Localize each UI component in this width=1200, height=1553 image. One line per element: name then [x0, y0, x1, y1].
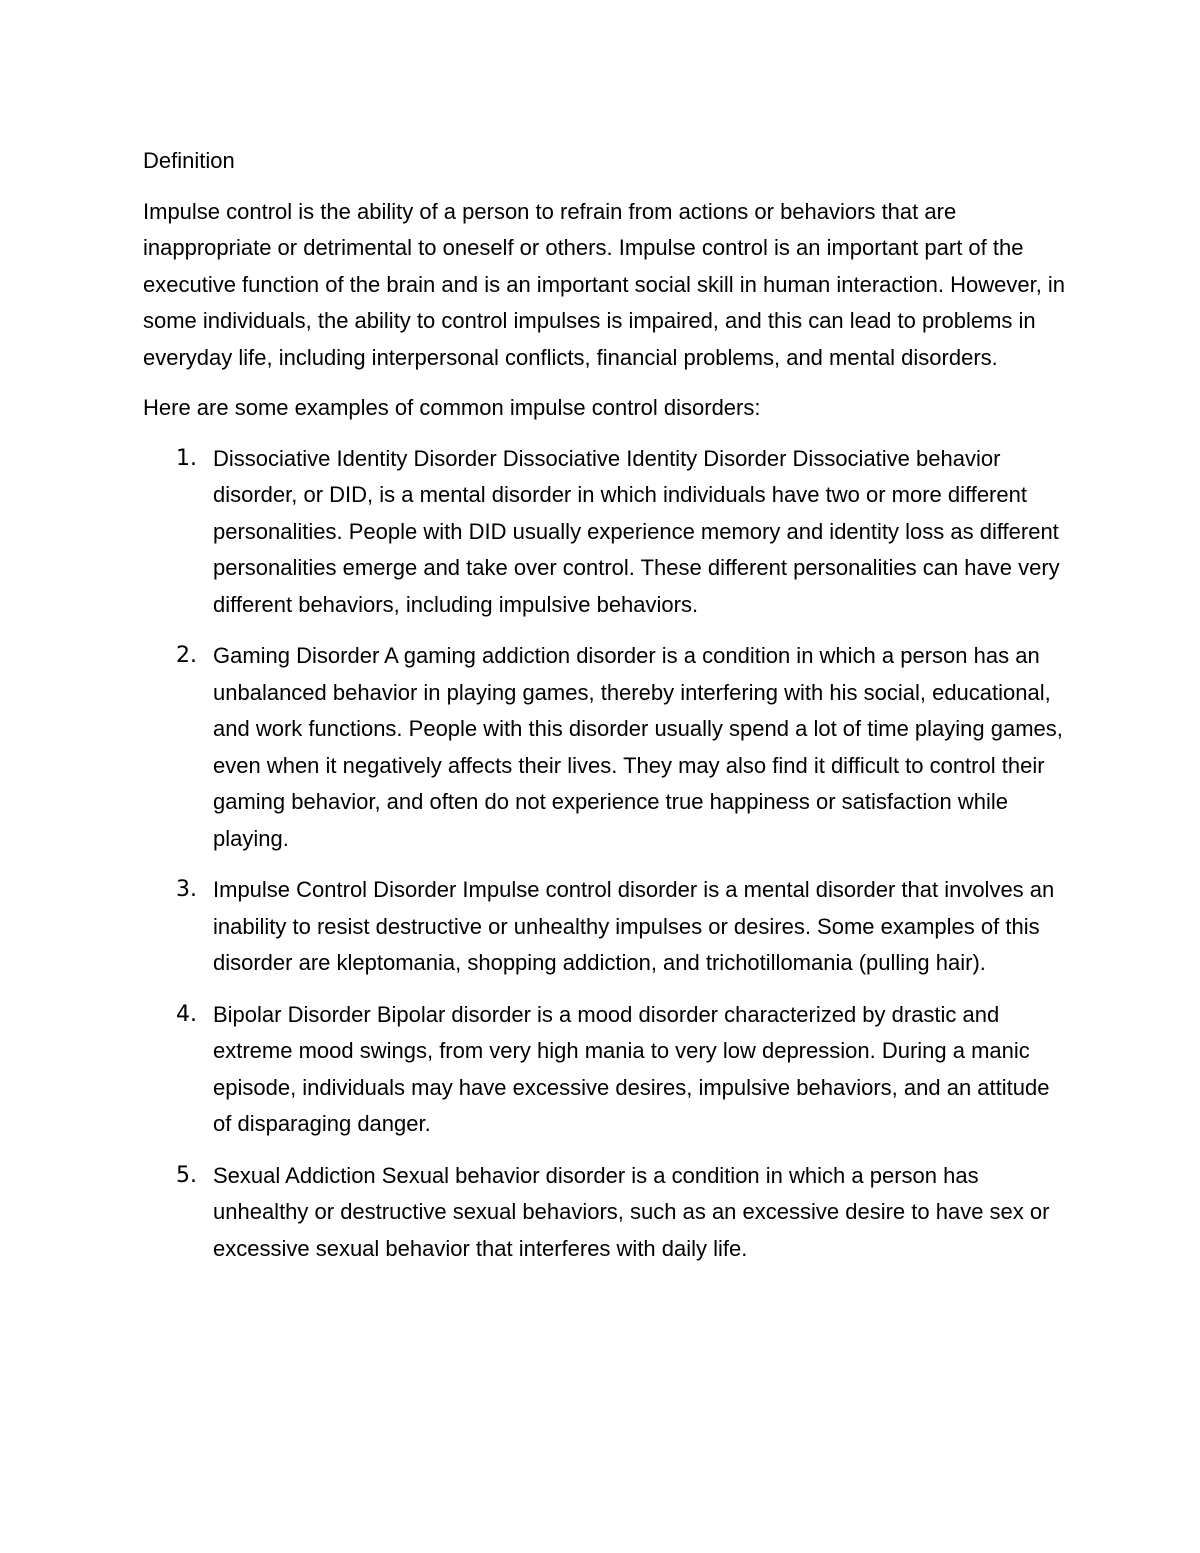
list-item-text: Dissociative Identity Disorder Dissociative Identity Disorder Dissociative behavior disorder, or DID, is a mental disorder in which individuals have two or more different personalities. People with DID usually experience memory and identity loss as different personalities emerge and take over control. These different personalities can have very different behaviors, including impulsive behaviors. — [213, 445, 1060, 617]
list-item-text: Gaming Disorder A gaming addiction disorder is a condition in which a person has an unbalanced behavior in playing games, thereby interfering with his social, educational, and work functions. People with this disorder usually spend a lot of time playing games, even when it negatively affects their lives. They may also find it difficult to control their gaming behavior, and often do not experience true happiness or satisfaction while playing. — [213, 643, 1063, 851]
list-item — [143, 638, 1073, 857]
list-item-number: 4. — [176, 1001, 197, 1027]
list-item-number: 5. — [176, 1162, 197, 1188]
list-item-number: 3. — [176, 877, 197, 902]
list-item-text: Bipolar Disorder Bipolar disorder is a mood disorder characterized by drastic and extreme mood swings, from very high mania to very low depression. During a manic episode, individuals may have excessive desires, impulsive behaviors, and an attitude of disparaging danger. — [213, 1001, 1050, 1136]
list-item-number: 2. — [176, 643, 197, 668]
list-item-text: Impulse Control Disorder Impulse control disorder is a mental disorder that involves an inability to resist destructive or unhealthy impulses or desires. Some examples of this disorder are kleptomania, shopping addiction, and trichotillomania (pulling hair). — [213, 877, 1055, 975]
section-heading: Definition — [143, 148, 235, 173]
list-lead-in: Here are some examples of common impulse control disorders: — [143, 395, 761, 420]
intro-paragraph: Impulse control is the ability of a person to refrain from actions or behaviors that are inappropriate or detrimental to oneself or others. Impulse control is an important part of the executive function of the brain and is an important social skill in human interaction. However, in some individuals, the ability to control impulses is impaired, and this can lead to problems in everyday life, including interpersonal conflicts, financial problems, and mental disorders. — [143, 198, 1066, 370]
disorder-list — [143, 441, 1073, 1268]
document-body — [143, 143, 1073, 1282]
list-item-number: 1. — [176, 445, 197, 471]
list-item — [143, 872, 1073, 982]
list-item-text: Sexual Addiction Sexual behavior disorder is a condition in which a person has unhealthy or destructive sexual behaviors, such as an excessive desire to have sex or excessive sexual behavior that interferes with daily life. — [213, 1162, 1050, 1261]
list-item — [143, 1158, 1073, 1268]
list-item — [143, 441, 1073, 624]
list-item — [143, 997, 1073, 1143]
